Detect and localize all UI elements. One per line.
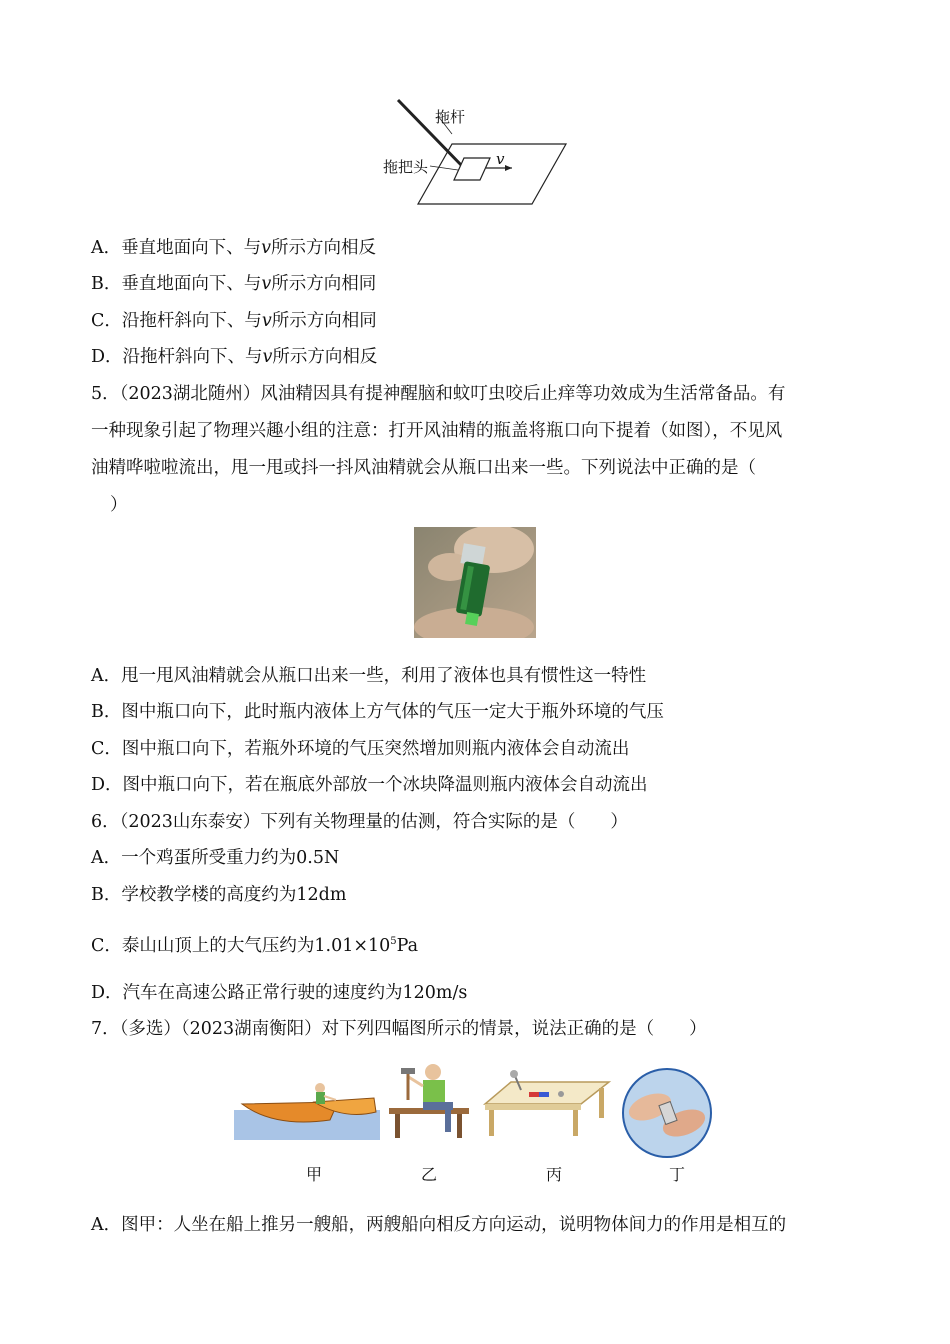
q4-option-b: B．垂直地面向下、与v所示方向相同 (91, 274, 377, 294)
boat-figure (234, 1080, 380, 1140)
q5-stem-line4: ） (110, 495, 128, 515)
q4-option-c: C．沿拖杆斜向下、与v所示方向相同 (91, 311, 377, 331)
q6-option-a: A．一个鸡蛋所受重力约为0.5N (91, 848, 340, 868)
q6-option-d: D．汽车在高速公路正常行驶的速度约为120m/s (91, 983, 468, 1003)
finger-press-figure (620, 1067, 714, 1159)
q5-stem-line3: 油精哗啦啦流出，甩一甩或抖一抖风油精就会从瓶口出来一些。下列说法中正确的是（ (91, 458, 756, 478)
q7-stem: 7．（多选）（2023湖南衡阳）对下列四幅图所示的情景，说法正确的是（ ） (91, 1019, 707, 1039)
oil-bottle-photo (414, 527, 536, 638)
q6-option-b: B．学校教学楼的高度约为12dm (91, 885, 347, 905)
magnet-table-figure (481, 1068, 613, 1140)
q6-stem: 6．（2023山东泰安）下列有关物理量的估测，符合实际的是（ ） (91, 812, 628, 832)
q5-stem-line2: 一种现象引起了物理兴趣小组的注意：打开风油精的瓶盖将瓶口向下提着（如图），不见风 (91, 421, 783, 441)
q5-option-b: B．图中瓶口向下，此时瓶内液体上方气体的气压一定大于瓶外环境的气压 (91, 702, 664, 722)
q4-option-d: D．沿拖杆斜向下、与v所示方向相反 (91, 347, 378, 367)
q5-option-c: C．图中瓶口向下，若瓶外环境的气压突然增加则瓶内液体会自动流出 (91, 739, 630, 759)
caption-ding: 丁 (669, 1165, 686, 1184)
q5-stem-line1: 5．（2023湖北随州）风油精因具有提神醒脑和蚊叮虫咬后止痒等功效成为生活常备品。有 (91, 384, 786, 404)
hammer-figure (383, 1058, 475, 1140)
mop-figure (380, 96, 570, 208)
label-pole: 拖杆 (435, 108, 466, 126)
caption-bing: 丙 (546, 1165, 563, 1184)
floor-plane (418, 144, 566, 204)
q7-option-a: A．图甲：人坐在船上推另一艘船，两艘船向相反方向运动，说明物体间力的作用是相互的 (91, 1215, 787, 1235)
label-head: 拖把头 (383, 158, 429, 176)
q6-option-c: C．泰山山顶上的大气压约为$1.01\times 10^5Pa$ (91, 935, 419, 956)
caption-yi: 乙 (421, 1165, 438, 1184)
q5-option-a: A．甩一甩风油精就会从瓶口出来一些，利用了液体也具有惯性这一特性 (91, 666, 647, 686)
label-v: v (496, 150, 505, 168)
q5-option-d: D．图中瓶口向下，若在瓶底外部放一个冰块降温则瓶内液体会自动流出 (91, 775, 648, 795)
q4-option-a: A．垂直地面向下、与v所示方向相反 (91, 238, 377, 258)
caption-jia: 甲 (306, 1165, 323, 1184)
